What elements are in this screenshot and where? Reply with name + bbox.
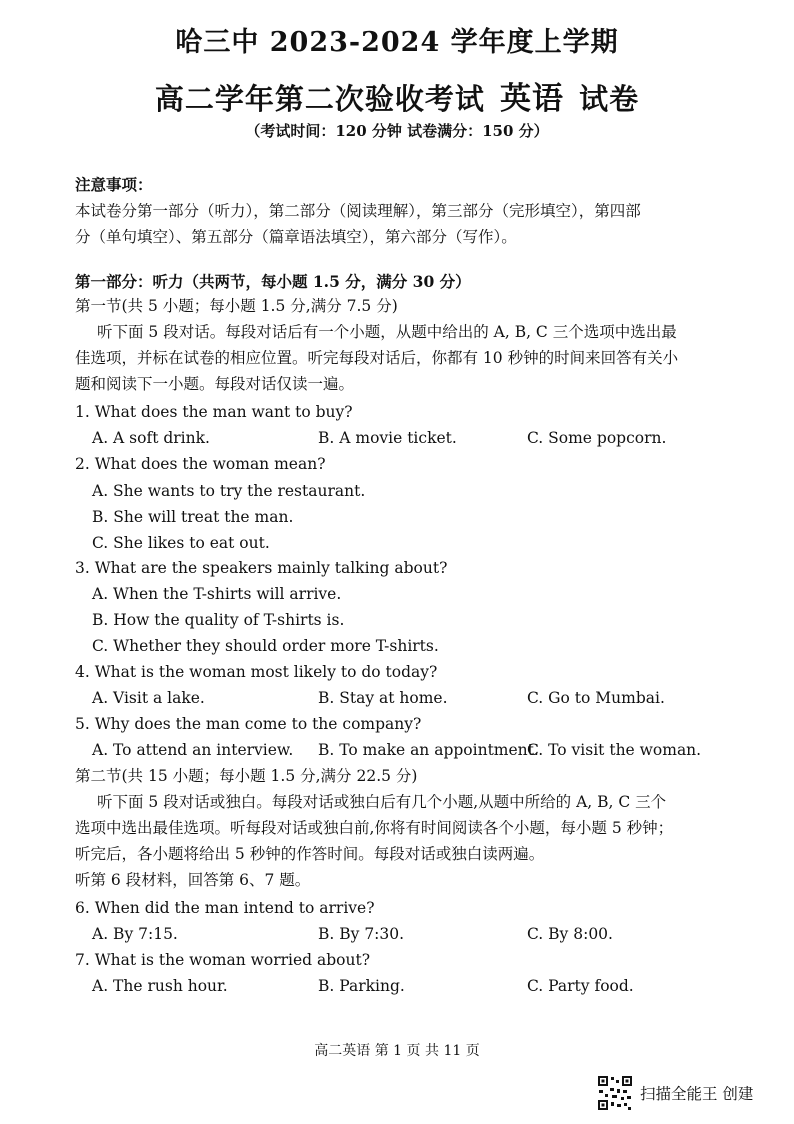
material-6-heading: 听第 6 段材料，回答第 6、7 题。 bbox=[75, 871, 311, 889]
option-a: A. When the T-shirts will arrive. bbox=[92, 585, 342, 603]
exam-info: （考试时间：120 分钟 试卷满分：150 分） bbox=[245, 122, 549, 140]
option-b: B. To make an appointment. bbox=[318, 741, 539, 759]
qr-code-icon bbox=[597, 1075, 633, 1111]
option-b: B. Parking. bbox=[318, 977, 405, 995]
question-stem: 1. What does the man want to buy? bbox=[75, 403, 353, 421]
notes-line-1: 本试卷分第一部分（听力），第二部分（阅读理解），第三部分（完形填空），第四部 bbox=[75, 202, 641, 220]
section2-instruction-3: 听完后，各小题将给出 5 秒钟的作答时间。每段对话或独白读两遍。 bbox=[75, 845, 545, 863]
option-a: A. A soft drink. bbox=[92, 429, 210, 447]
option-a: A. By 7:15. bbox=[92, 925, 178, 943]
option-c: C. She likes to eat out. bbox=[92, 534, 270, 552]
option-b: B. How the quality of T-shirts is. bbox=[92, 611, 345, 629]
option-a: A. To attend an interview. bbox=[92, 741, 294, 759]
option-b: B. She will treat the man. bbox=[92, 508, 294, 526]
question-stem: 5. Why does the man come to the company? bbox=[75, 715, 422, 733]
notes-heading: 注意事项： bbox=[75, 175, 153, 194]
section2-heading: 第二节(共 15 小题；每小题 1.5 分,满分 22.5 分) bbox=[75, 767, 418, 785]
section1-instruction-2: 佳选项，并标在试卷的相应位置。听完每段对话后，你都有 10 秒钟的时间来回答有关小 bbox=[75, 349, 679, 367]
question-stem: 2. What does the woman mean? bbox=[75, 455, 326, 473]
option-c: C. Whether they should order more T-shirts. bbox=[92, 637, 439, 655]
exam-title-line2 bbox=[0, 73, 794, 118]
option-a: A. She wants to try the restaurant. bbox=[92, 482, 366, 500]
option-b: B. A movie ticket. bbox=[318, 429, 457, 447]
scanner-watermark: 扫描全能王 创建 bbox=[640, 1085, 754, 1103]
section1-heading: 第一节(共 5 小题；每小题 1.5 分,满分 7.5 分) bbox=[75, 297, 398, 315]
section2-instruction-2: 选项中选出最佳选项。听每段对话或独白前,你将有时间阅读各个小题，每小题 5 秒钟； bbox=[75, 819, 674, 837]
option-b: B. Stay at home. bbox=[318, 689, 448, 707]
option-a: A. The rush hour. bbox=[92, 977, 228, 995]
option-c: C. Go to Mumbai. bbox=[527, 689, 665, 707]
option-c: C. To visit the woman. bbox=[527, 741, 702, 759]
section1-instruction-3: 题和阅读下一小题。每段对话仅读一遍。 bbox=[75, 375, 355, 393]
question-stem: 6. When did the man intend to arrive? bbox=[75, 899, 375, 917]
section2-instruction-1: 听下面 5 段对话或独白。每段对话或独白后有几个小题,从题中所给的 A, B, C 三个 bbox=[97, 793, 667, 811]
section1-instruction-1: 听下面 5 段对话。每段对话后有一个小题，从题中给出的 A, B, C 三个选项中选出最 bbox=[97, 323, 677, 341]
notes-line-2: 分（单句填空）、第五部分（篇章语法填空），第六部分（写作）。 bbox=[75, 228, 517, 246]
question-stem: 7. What is the woman worried about? bbox=[75, 951, 371, 969]
option-b: B. By 7:30. bbox=[318, 925, 405, 943]
part1-heading: 第一部分：听力（共两节，每小题 1.5 分，满分 30 分） bbox=[75, 272, 471, 291]
question-stem: 3. What are the speakers mainly talking about? bbox=[75, 559, 448, 577]
page-footer: 高二英语 第 1 页 共 11 页 bbox=[314, 1043, 480, 1059]
exam-title-line1: 哈三中 2023-2024 学年度上学期 bbox=[175, 27, 619, 58]
exam-subject: 英语 bbox=[500, 81, 564, 117]
question-stem: 4. What is the woman most likely to do today? bbox=[75, 663, 438, 681]
exam-title-suffix: 试卷 bbox=[579, 82, 640, 116]
option-a: A. Visit a lake. bbox=[92, 689, 205, 707]
option-c: C. By 8:00. bbox=[527, 925, 613, 943]
exam-title-prefix: 高二学年第二次验收考试 bbox=[154, 82, 485, 116]
option-c: C. Some popcorn. bbox=[527, 429, 667, 447]
option-c: C. Party food. bbox=[527, 977, 634, 995]
